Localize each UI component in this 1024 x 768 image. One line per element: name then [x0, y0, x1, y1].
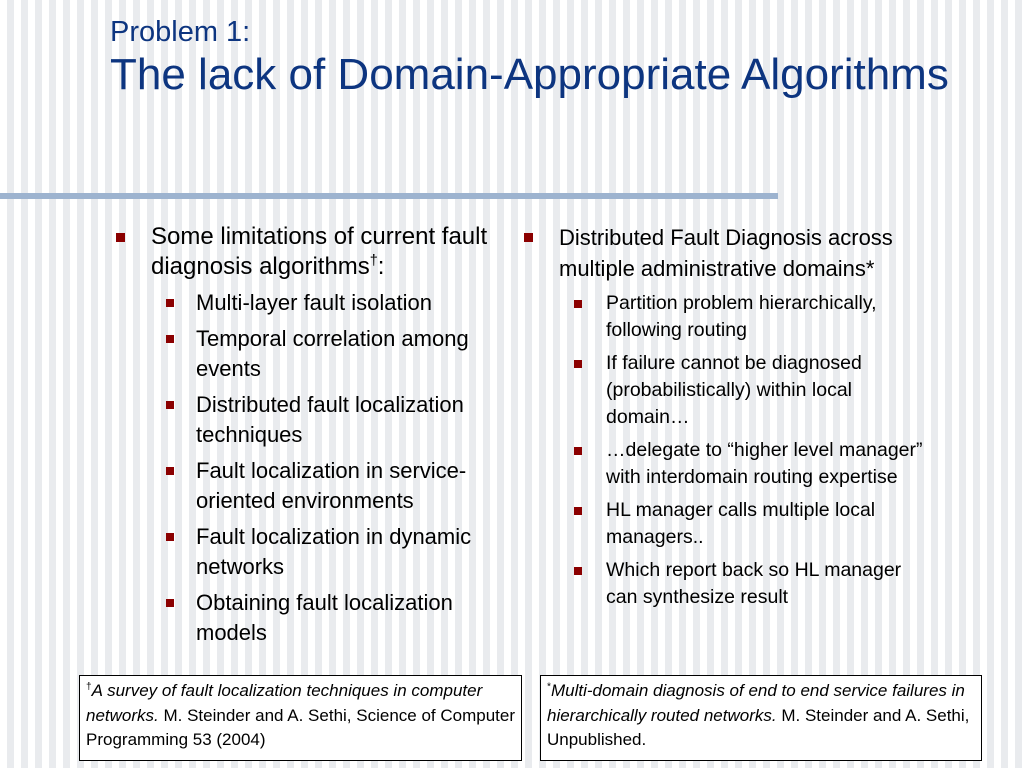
- footnote-right: [540, 675, 982, 761]
- bullet-square-icon: [166, 599, 174, 607]
- slide-title: [110, 14, 1010, 100]
- list-item-text: …delegate to “higher level manager” with interdomain routing expertise: [606, 439, 923, 488]
- list-item-text: Multi-layer fault isolation: [196, 290, 432, 315]
- list-item: [166, 588, 521, 648]
- bullet-square-icon: [166, 533, 174, 541]
- bullet-square-icon: [116, 233, 125, 242]
- list-item-text: Partition problem hierarchically, following routing: [606, 292, 877, 341]
- list-item-text: If failure cannot be diagnosed (probabilistically) within local domain…: [606, 352, 862, 428]
- list-item: [166, 456, 521, 516]
- citation-title: Multi-domain diagnosis of end to end service failures in hierarchically routed networks.: [547, 681, 965, 725]
- left-column: [116, 222, 521, 654]
- citation-authors: M. Steinder and A. Sethi, Unpublished.: [547, 705, 970, 749]
- list-item-text: HL manager calls multiple local managers..: [606, 499, 876, 548]
- bullet-square-icon: [574, 507, 582, 515]
- bullet-square-icon: [166, 467, 174, 475]
- list-item: [166, 522, 521, 582]
- list-item: [574, 557, 934, 611]
- slide-main-title: The lack of Domain-Appropriate Algorithms: [110, 50, 949, 99]
- list-item: [574, 437, 934, 491]
- list-item-text: Fault localization in service-oriented environments: [196, 458, 467, 513]
- footnote-left: [79, 675, 522, 761]
- bullet-square-icon: [574, 300, 582, 308]
- left-main-bullet: [116, 222, 521, 282]
- list-item: [574, 290, 934, 344]
- right-main-bullet: [524, 222, 934, 284]
- right-column: [524, 222, 934, 617]
- left-main-text: Some limitations of current fault diagnosis algorithms: [151, 223, 488, 280]
- bullet-square-icon: [166, 335, 174, 343]
- title-divider: [0, 193, 778, 199]
- bullet-square-icon: [574, 360, 582, 368]
- list-item-text: Distributed fault localization techniques: [196, 392, 464, 447]
- bullet-square-icon: [574, 567, 582, 575]
- asterisk-mark: *: [547, 681, 551, 693]
- bullet-square-icon: [574, 447, 582, 455]
- list-item-text: Fault localization in dynamic networks: [196, 524, 472, 579]
- dagger-mark: †: [369, 253, 378, 269]
- list-item: [166, 288, 521, 318]
- list-item-text: Which report back so HL manager can synthesize result: [606, 559, 902, 608]
- right-main-text: Distributed Fault Diagnosis across multiple administrative domains*: [559, 225, 893, 281]
- citation-authors: M. Steinder and A. Sethi, Science of Computer Programming 53 (2004): [86, 705, 515, 749]
- citation-title: A survey of fault localization techniques in computer networks.: [86, 681, 483, 725]
- list-item-text: Temporal correlation among events: [196, 326, 469, 381]
- list-item: [166, 390, 521, 450]
- list-item: [574, 350, 934, 431]
- slide-subtitle: Problem 1:: [110, 16, 251, 48]
- left-main-suffix: :: [377, 253, 385, 280]
- bullet-square-icon: [524, 233, 533, 242]
- list-item: [574, 497, 934, 551]
- list-item: [166, 324, 521, 384]
- list-item-text: Obtaining fault localization models: [196, 590, 453, 645]
- bullet-square-icon: [166, 299, 174, 307]
- dagger-mark: †: [86, 681, 92, 693]
- bullet-square-icon: [166, 401, 174, 409]
